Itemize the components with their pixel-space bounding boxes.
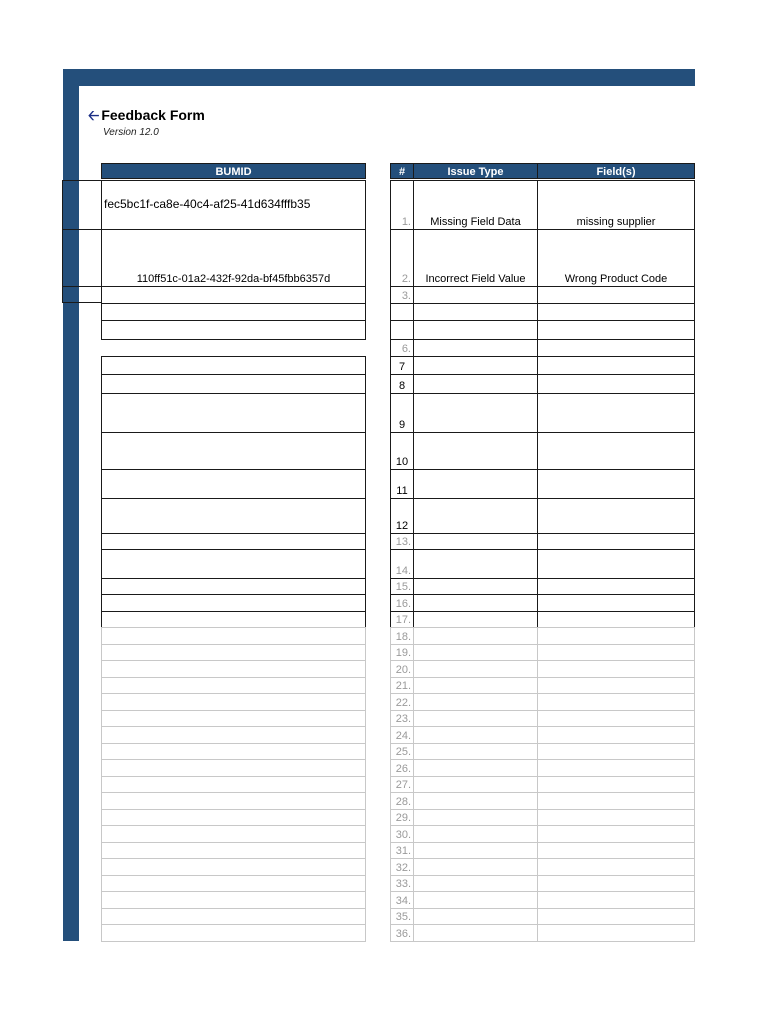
fields-cell[interactable] bbox=[537, 891, 695, 909]
issue-type-cell[interactable]: Missing Field Data bbox=[413, 180, 538, 230]
issue-type-cell[interactable] bbox=[413, 908, 538, 925]
bumid-cell[interactable] bbox=[101, 875, 366, 892]
bumid-cell[interactable] bbox=[101, 660, 366, 678]
bumid-cell[interactable] bbox=[101, 393, 366, 433]
issue-type-cell[interactable] bbox=[413, 611, 538, 628]
bumid-cell[interactable] bbox=[101, 594, 366, 612]
bumid-cell[interactable] bbox=[101, 498, 366, 534]
row-number-cell[interactable]: 32. bbox=[390, 858, 414, 876]
issue-type-cell[interactable] bbox=[413, 809, 538, 826]
row-number-cell[interactable] bbox=[390, 303, 414, 321]
bumid-cell[interactable] bbox=[101, 809, 366, 826]
bumid-cell[interactable] bbox=[101, 677, 366, 694]
fields-cell[interactable] bbox=[537, 743, 695, 760]
issue-type-cell[interactable] bbox=[413, 891, 538, 909]
bumid-cell[interactable] bbox=[101, 320, 366, 340]
issue-type-cell[interactable] bbox=[413, 339, 538, 357]
fields-cell[interactable]: Wrong Product Code bbox=[537, 229, 695, 287]
fields-cell[interactable] bbox=[537, 660, 695, 678]
issue-type-cell[interactable] bbox=[413, 825, 538, 843]
row-number-cell[interactable]: 30. bbox=[390, 825, 414, 843]
row-number-cell[interactable]: 7 bbox=[390, 356, 414, 375]
fields-cell[interactable] bbox=[537, 726, 695, 744]
row-number-cell[interactable]: 22. bbox=[390, 693, 414, 711]
issue-type-cell[interactable] bbox=[413, 842, 538, 859]
bumid-cell[interactable] bbox=[101, 549, 366, 579]
row-number-cell[interactable]: 2. bbox=[390, 229, 414, 287]
bumid-cell[interactable] bbox=[101, 374, 366, 394]
row-number-cell[interactable]: 23. bbox=[390, 710, 414, 727]
bumid-cell[interactable]: 110ff51c-01a2-432f-92da-bf45fbb6357d bbox=[101, 229, 366, 287]
bumid-cell[interactable] bbox=[101, 286, 366, 304]
bumid-cell[interactable] bbox=[101, 908, 366, 925]
bumid-cell[interactable] bbox=[101, 710, 366, 727]
row-number-cell[interactable]: 18. bbox=[390, 627, 414, 645]
issue-type-cell[interactable] bbox=[413, 644, 538, 661]
issue-type-cell[interactable] bbox=[413, 578, 538, 595]
row-number-cell[interactable]: 12 bbox=[390, 498, 414, 534]
row-number-cell[interactable]: 14. bbox=[390, 549, 414, 579]
row-number-cell[interactable]: 34. bbox=[390, 891, 414, 909]
issue-type-cell[interactable] bbox=[413, 924, 538, 942]
fields-cell[interactable] bbox=[537, 356, 695, 375]
issue-type-cell[interactable] bbox=[413, 759, 538, 777]
row-number-cell[interactable]: 16. bbox=[390, 594, 414, 612]
bumid-cell[interactable] bbox=[101, 356, 366, 375]
row-number-cell[interactable]: 3. bbox=[390, 286, 414, 304]
row-number-cell[interactable]: 13. bbox=[390, 533, 414, 550]
bumid-cell[interactable] bbox=[101, 759, 366, 777]
row-number-cell[interactable]: 24. bbox=[390, 726, 414, 744]
fields-cell[interactable] bbox=[537, 594, 695, 612]
column-header-bumid: BUMID bbox=[101, 163, 366, 179]
fields-cell[interactable] bbox=[537, 693, 695, 711]
bumid-cell[interactable]: fec5bc1f-ca8e-40c4-af25-41d634fffb35 bbox=[101, 180, 366, 230]
fields-cell[interactable] bbox=[537, 578, 695, 595]
issue-type-cell[interactable] bbox=[413, 393, 538, 433]
row-number-cell[interactable]: 1. bbox=[390, 180, 414, 230]
issue-type-cell[interactable] bbox=[413, 726, 538, 744]
fields-cell[interactable] bbox=[537, 286, 695, 304]
issue-type-cell[interactable] bbox=[413, 320, 538, 340]
bumid-cell[interactable] bbox=[101, 693, 366, 711]
bumid-cell[interactable] bbox=[101, 842, 366, 859]
row-number-cell[interactable]: 10 bbox=[390, 432, 414, 470]
column-header-number: # bbox=[390, 163, 414, 179]
column-header-issue-type: Issue Type bbox=[413, 163, 538, 179]
bumid-cell[interactable] bbox=[101, 644, 366, 661]
fields-cell[interactable] bbox=[537, 710, 695, 727]
bumid-cell[interactable] bbox=[101, 533, 366, 550]
issue-type-cell[interactable] bbox=[413, 677, 538, 694]
page-title: Feedback Form bbox=[101, 107, 205, 123]
issue-type-cell[interactable] bbox=[413, 286, 538, 304]
issue-type-cell[interactable]: Incorrect Field Value bbox=[413, 229, 538, 287]
bumid-cell[interactable] bbox=[101, 858, 366, 876]
fields-cell[interactable] bbox=[537, 825, 695, 843]
bumid-cell[interactable] bbox=[101, 891, 366, 909]
bumid-cell[interactable] bbox=[101, 743, 366, 760]
row-number-cell[interactable]: 20. bbox=[390, 660, 414, 678]
fields-cell[interactable] bbox=[537, 677, 695, 694]
issue-type-cell[interactable] bbox=[413, 743, 538, 760]
bumid-cell[interactable] bbox=[101, 469, 366, 499]
row-number-cell[interactable]: 19. bbox=[390, 644, 414, 661]
issue-type-cell[interactable] bbox=[413, 303, 538, 321]
fields-cell[interactable] bbox=[537, 393, 695, 433]
row-number-cell[interactable] bbox=[390, 320, 414, 340]
bumid-cell[interactable] bbox=[101, 825, 366, 843]
issue-type-cell[interactable] bbox=[413, 533, 538, 550]
fields-cell[interactable] bbox=[537, 776, 695, 793]
bumid-cell[interactable] bbox=[101, 726, 366, 744]
issue-type-cell[interactable] bbox=[413, 776, 538, 793]
issue-type-cell[interactable] bbox=[413, 660, 538, 678]
row-number-cell[interactable]: 29. bbox=[390, 809, 414, 826]
bumid-cell[interactable] bbox=[101, 303, 366, 321]
row-number-cell[interactable]: 11 bbox=[390, 469, 414, 499]
fields-cell[interactable] bbox=[537, 875, 695, 892]
issue-type-cell[interactable] bbox=[413, 549, 538, 579]
bumid-cell[interactable] bbox=[101, 432, 366, 470]
bumid-cell[interactable] bbox=[101, 627, 366, 645]
fields-cell[interactable]: missing supplier bbox=[537, 180, 695, 230]
fields-cell[interactable] bbox=[537, 908, 695, 925]
column-header-fields: Field(s) bbox=[537, 163, 695, 179]
issue-type-cell[interactable] bbox=[413, 627, 538, 645]
row-number-cell[interactable]: 26. bbox=[390, 759, 414, 777]
fields-cell[interactable] bbox=[537, 924, 695, 942]
bumid-cell[interactable] bbox=[101, 924, 366, 942]
issue-type-cell[interactable] bbox=[413, 693, 538, 711]
row-number-cell[interactable]: 25. bbox=[390, 743, 414, 760]
issue-type-cell[interactable] bbox=[413, 875, 538, 892]
row-number-cell[interactable]: 27. bbox=[390, 776, 414, 793]
row-number-cell[interactable]: 33. bbox=[390, 875, 414, 892]
row-number-cell[interactable]: 9 bbox=[390, 393, 414, 433]
issue-type-cell[interactable] bbox=[413, 356, 538, 375]
fields-cell[interactable] bbox=[537, 842, 695, 859]
bumid-cell[interactable] bbox=[101, 776, 366, 793]
issue-type-cell[interactable] bbox=[413, 710, 538, 727]
issue-type-cell[interactable] bbox=[413, 432, 538, 470]
fields-cell[interactable] bbox=[537, 498, 695, 534]
version-label: Version 12.0 bbox=[103, 127, 159, 138]
row-number-cell[interactable]: 6. bbox=[390, 339, 414, 357]
issue-type-cell[interactable] bbox=[413, 594, 538, 612]
fields-cell[interactable] bbox=[537, 792, 695, 810]
fields-cell[interactable] bbox=[537, 644, 695, 661]
fields-cell[interactable] bbox=[537, 549, 695, 579]
row-number-cell[interactable]: 21. bbox=[390, 677, 414, 694]
bumid-cell[interactable] bbox=[101, 792, 366, 810]
fields-cell[interactable] bbox=[537, 432, 695, 470]
fields-cell[interactable] bbox=[537, 627, 695, 645]
bumid-cell[interactable] bbox=[101, 611, 366, 628]
issue-type-cell[interactable] bbox=[413, 858, 538, 876]
row-number-cell[interactable]: 8 bbox=[390, 374, 414, 394]
row-number-cell[interactable]: 31. bbox=[390, 842, 414, 859]
fields-cell[interactable] bbox=[537, 611, 695, 628]
issue-type-cell[interactable] bbox=[413, 498, 538, 534]
issue-type-cell[interactable] bbox=[413, 469, 538, 499]
fields-cell[interactable] bbox=[537, 374, 695, 394]
fields-cell[interactable] bbox=[537, 809, 695, 826]
fields-cell[interactable] bbox=[537, 339, 695, 357]
fields-cell[interactable] bbox=[537, 858, 695, 876]
issue-type-cell[interactable] bbox=[413, 374, 538, 394]
fields-cell[interactable] bbox=[537, 320, 695, 340]
bumid-cell[interactable] bbox=[101, 578, 366, 595]
fields-cell[interactable] bbox=[537, 759, 695, 777]
arrow-left-icon[interactable]: 🡠 bbox=[88, 107, 100, 123]
row-number-cell[interactable]: 28. bbox=[390, 792, 414, 810]
fields-cell[interactable] bbox=[537, 469, 695, 499]
fields-cell[interactable] bbox=[537, 303, 695, 321]
row-number-cell[interactable]: 35. bbox=[390, 908, 414, 925]
row-number-cell[interactable]: 15. bbox=[390, 578, 414, 595]
fields-cell[interactable] bbox=[537, 533, 695, 550]
row-number-cell[interactable]: 17. bbox=[390, 611, 414, 628]
row-number-cell[interactable]: 36. bbox=[390, 924, 414, 942]
issue-type-cell[interactable] bbox=[413, 792, 538, 810]
